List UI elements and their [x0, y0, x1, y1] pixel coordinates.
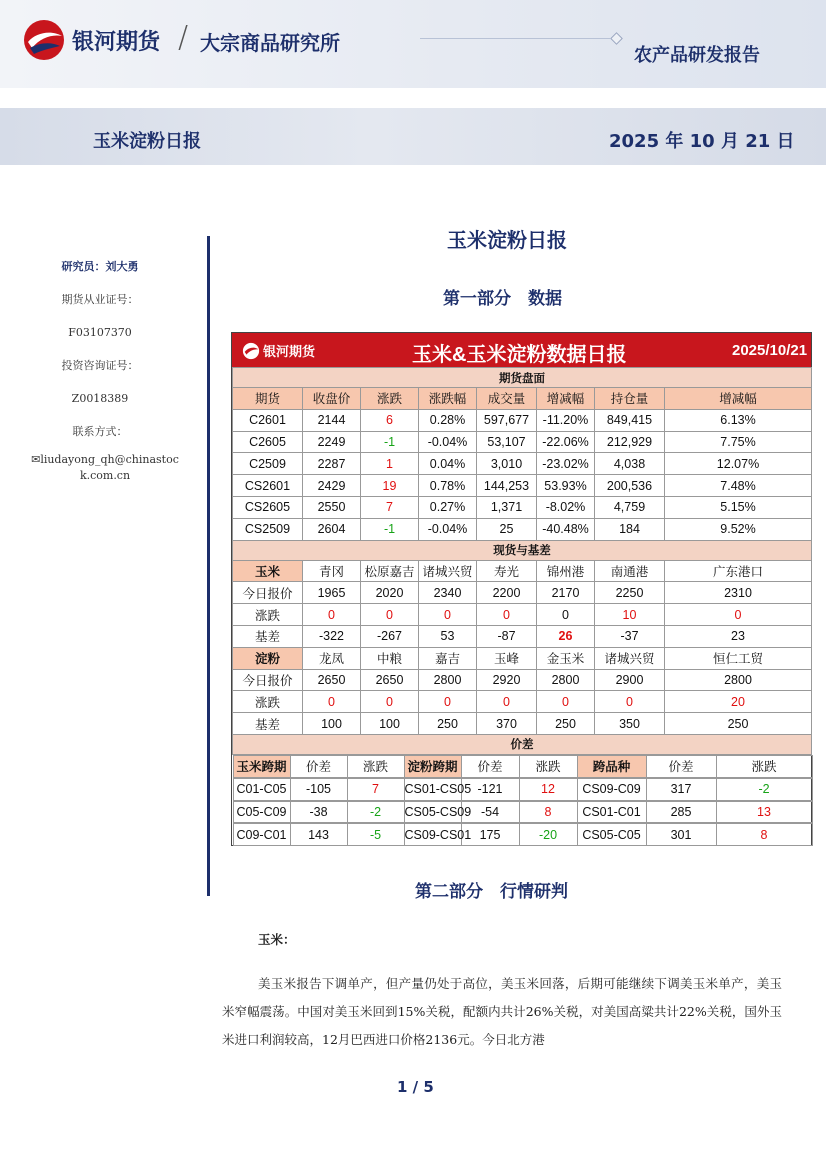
corn-label: 玉米: [233, 560, 303, 582]
banner-logo: [242, 341, 315, 360]
contract-name: CS2605: [233, 496, 303, 518]
contract-name: C2605: [233, 431, 303, 453]
header-rule: [420, 38, 610, 39]
table-cell: 2310: [665, 582, 812, 604]
column-header: 收盘价: [303, 388, 361, 410]
section-row: [233, 540, 812, 560]
contract-name: C2601: [233, 409, 303, 431]
table-cell: 53.93%: [537, 475, 595, 497]
table-cell: 12.07%: [665, 453, 812, 475]
header-divider: /: [178, 20, 189, 55]
company-name: 银河期货: [72, 30, 161, 55]
consult-number: Z0018389: [71, 392, 129, 405]
table-cell: -1: [361, 518, 419, 540]
table-cell: 0.78%: [419, 475, 477, 497]
table-cell: -121: [461, 778, 519, 800]
spread-pair: CS01-CS05: [404, 778, 461, 800]
table-cell: 0: [477, 604, 537, 626]
spread-column-header: 涨跌: [716, 755, 812, 777]
futures-section-header: 期货盘面: [233, 368, 812, 388]
spread-column-header: 价差: [461, 755, 519, 777]
table-cell: -38: [290, 801, 347, 823]
table-cell: 212,929: [595, 431, 665, 453]
table-cell: 19: [361, 475, 419, 497]
table-cell: 0: [419, 604, 477, 626]
table-cell: 370: [477, 713, 537, 735]
place-name: 恒仁工贸: [665, 647, 812, 669]
table-cell: 2920: [477, 669, 537, 691]
starch-place-row: [233, 647, 812, 669]
mail-icon: ✉: [31, 453, 41, 466]
spread-row: [233, 801, 812, 824]
table-cell: 301: [646, 824, 716, 846]
table-cell: -37: [595, 625, 665, 647]
table-cell: -54: [461, 801, 519, 823]
table-cell: 2650: [303, 669, 361, 691]
row-label: 涨跌: [233, 691, 303, 713]
table-cell: 250: [537, 713, 595, 735]
section-row: [233, 734, 812, 754]
spread-row-container: [233, 801, 812, 824]
contract-name: CS2601: [233, 475, 303, 497]
table-cell: 0: [537, 604, 595, 626]
table-cell: 100: [361, 713, 419, 735]
spread-inner-table: [233, 801, 813, 824]
table-cell: 2429: [303, 475, 361, 497]
table-cell: 2900: [595, 669, 665, 691]
column-header: 涨跌幅: [419, 388, 477, 410]
spread-pair: C09-C01: [233, 824, 290, 846]
table-cell: 1: [361, 453, 419, 475]
spread-pair: CS05-C05: [577, 824, 646, 846]
spread-column-header: 淀粉跨期: [404, 755, 461, 777]
table-cell: -1: [361, 431, 419, 453]
table-cell: 2800: [665, 669, 812, 691]
place-name: 锦州港: [537, 560, 595, 582]
table-cell: 0: [477, 691, 537, 713]
table-cell: -0.04%: [419, 518, 477, 540]
table-cell: 2800: [537, 669, 595, 691]
license-label: 期货从业证号：: [61, 293, 139, 306]
spread-row-container: [233, 778, 812, 801]
table-cell: 144,253: [477, 475, 537, 497]
analyst-sidebar: [0, 250, 200, 484]
row-label: 基差: [233, 625, 303, 647]
place-name: 嘉吉: [419, 647, 477, 669]
table-cell: -5: [347, 824, 404, 846]
column-header: 期货: [233, 388, 303, 410]
banner-date: 2025/10/21: [732, 342, 808, 359]
page-number: 1 / 5: [397, 1078, 434, 1096]
spread-header-row: [233, 754, 812, 777]
contract-name: C2509: [233, 453, 303, 475]
table-cell: 2340: [419, 582, 477, 604]
spread-column-header: 价差: [290, 755, 347, 777]
table-cell: -322: [303, 625, 361, 647]
place-name: 金玉米: [537, 647, 595, 669]
table-cell: 0.28%: [419, 409, 477, 431]
table-cell: 26: [537, 625, 595, 647]
table-cell: -23.02%: [537, 453, 595, 475]
place-name: 松原嘉吉: [361, 560, 419, 582]
table-cell: -11.20%: [537, 409, 595, 431]
table-cell: 184: [595, 518, 665, 540]
spread-inner-table: [233, 778, 813, 801]
futures-row: [233, 496, 812, 518]
table-cell: 2550: [303, 496, 361, 518]
starch-data-row: [233, 713, 812, 735]
table-cell: 175: [461, 824, 519, 846]
table-cell: 8: [519, 801, 577, 823]
table-cell: 7.48%: [665, 475, 812, 497]
spread-inner-table: [233, 755, 813, 778]
table-cell: 13: [716, 801, 812, 823]
starch-data-row: [233, 669, 812, 691]
table-cell: 53,107: [477, 431, 537, 453]
table-cell: 9.52%: [665, 518, 812, 540]
table-cell: 20: [665, 691, 812, 713]
section-row: [233, 368, 812, 388]
table-cell: 597,677: [477, 409, 537, 431]
table-cell: 250: [419, 713, 477, 735]
table-cell: 1,371: [477, 496, 537, 518]
table-cell: 317: [646, 778, 716, 800]
section-2-title: 第二部分 行情研判: [415, 882, 568, 902]
analysis-heading: 玉米：: [258, 932, 296, 947]
report-type: 农产品研发报告: [634, 45, 760, 66]
sidebar-divider: [207, 236, 210, 896]
place-name: 青冈: [303, 560, 361, 582]
column-header: 增减幅: [665, 388, 812, 410]
spread-pair: C01-C05: [233, 778, 290, 800]
place-name: 广东港口: [665, 560, 812, 582]
header-report-title: 玉米淀粉日报: [93, 131, 201, 152]
table-cell: 25: [477, 518, 537, 540]
table-cell: 2200: [477, 582, 537, 604]
header-report-date: 2025 年 10 月 21 日: [609, 131, 795, 152]
spread-column-header: 涨跌: [347, 755, 404, 777]
spread-column-header: 涨跌: [519, 755, 577, 777]
place-name: 龙凤: [303, 647, 361, 669]
spread-column-header: 价差: [646, 755, 716, 777]
table-cell: 2250: [595, 582, 665, 604]
row-label: 今日报价: [233, 582, 303, 604]
place-name: 南通港: [595, 560, 665, 582]
table-cell: 0: [361, 604, 419, 626]
row-label: 基差: [233, 713, 303, 735]
table-cell: 2020: [361, 582, 419, 604]
place-name: 诸城兴贸: [419, 560, 477, 582]
contact-label: 联系方式：: [72, 425, 128, 438]
consult-label: 投资咨询证号：: [61, 359, 139, 372]
spot-section-header: 现货与基差: [233, 540, 812, 560]
futures-row: [233, 518, 812, 540]
table-cell: -2: [716, 778, 812, 800]
corn-place-row: [233, 560, 812, 582]
table-cell: 2604: [303, 518, 361, 540]
table-cell: -40.48%: [537, 518, 595, 540]
table-cell: 0: [665, 604, 812, 626]
table-cell: -22.06%: [537, 431, 595, 453]
column-header: 持仓量: [595, 388, 665, 410]
license-number: F03107370: [68, 326, 132, 339]
analysis-paragraph: 美玉米报告下调单产，但产量仍处于高位，美玉米回落，后期可能继续下调美玉米单产，美玉米窄幅震荡。中国对美玉米回到15%关税，配额内共计26%关税，对美国高粱共计22%关税，国外玉米进口利润较高，12月巴西进口价格2136元。今日北方港: [222, 976, 782, 1047]
table-cell: 2287: [303, 453, 361, 475]
table-cell: 0: [361, 691, 419, 713]
table-cell: 1965: [303, 582, 361, 604]
table-cell: 7: [361, 496, 419, 518]
spread-inner-table: [233, 823, 813, 846]
contract-name: CS2509: [233, 518, 303, 540]
spread-section-header: 价差: [233, 734, 812, 754]
department-name: 大宗商品研究所: [200, 31, 340, 55]
spread-row: [233, 778, 812, 801]
table-cell: -8.02%: [537, 496, 595, 518]
researcher-name: 研究员：刘大勇: [61, 260, 139, 273]
email-text: liudayong_qh@chinastock.com.cn: [40, 453, 179, 482]
table-cell: -105: [290, 778, 347, 800]
table-cell: 2800: [419, 669, 477, 691]
column-header: 涨跌: [361, 388, 419, 410]
table-cell: 2170: [537, 582, 595, 604]
table-cell: 5.15%: [665, 496, 812, 518]
spread-row: [233, 823, 812, 846]
table-cell: 4,038: [595, 453, 665, 475]
place-name: 玉峰: [477, 647, 537, 669]
table-cell: 200,536: [595, 475, 665, 497]
table-cell: 0.27%: [419, 496, 477, 518]
table-cell: 0: [303, 604, 361, 626]
table-cell: 23: [665, 625, 812, 647]
spread-pair: CS01-C01: [577, 801, 646, 823]
table-cell: 10: [595, 604, 665, 626]
table-cell: 12: [519, 778, 577, 800]
spread-column-header: 玉米跨期: [233, 755, 290, 777]
main-title: 玉米淀粉日报: [447, 228, 567, 252]
table-cell: 8: [716, 824, 812, 846]
place-name: 中粮: [361, 647, 419, 669]
page-header: [0, 0, 826, 165]
table-cell: 6.13%: [665, 409, 812, 431]
table-cell: -0.04%: [419, 431, 477, 453]
banner-logo-icon: [242, 342, 260, 360]
table-cell: 285: [646, 801, 716, 823]
table-cell: 0: [595, 691, 665, 713]
table-cell: -87: [477, 625, 537, 647]
futures-row: [233, 409, 812, 431]
table-cell: 849,415: [595, 409, 665, 431]
table-cell: 6: [361, 409, 419, 431]
company-logo-icon: [22, 18, 66, 62]
corn-data-row: [233, 625, 812, 647]
corn-data-row: [233, 604, 812, 626]
table-cell: 3,010: [477, 453, 537, 475]
analysis-text: [222, 930, 782, 1054]
data-report-table: [231, 332, 812, 846]
starch-label: 淀粉: [233, 647, 303, 669]
column-header: 成交量: [477, 388, 537, 410]
table-cell: 350: [595, 713, 665, 735]
table-banner: [232, 333, 811, 367]
table-cell: 2650: [361, 669, 419, 691]
table-cell: 2144: [303, 409, 361, 431]
table-cell: 0: [303, 691, 361, 713]
place-name: 寿光: [477, 560, 537, 582]
futures-header-row: [233, 388, 812, 410]
starch-data-row: [233, 691, 812, 713]
futures-row: [233, 453, 812, 475]
table-cell: 4,759: [595, 496, 665, 518]
table-cell: 7.75%: [665, 431, 812, 453]
table-cell: 7: [347, 778, 404, 800]
row-label: 涨跌: [233, 604, 303, 626]
table-cell: -267: [361, 625, 419, 647]
banner-logo-text: 银河期货: [263, 344, 316, 359]
column-header: 增减幅: [537, 388, 595, 410]
table-cell: 143: [290, 824, 347, 846]
corn-data-row: [233, 582, 812, 604]
table-cell: 0.04%: [419, 453, 477, 475]
spread-pair: C05-C09: [233, 801, 290, 823]
spread-pair: CS09-C09: [577, 778, 646, 800]
spread-row-container: [233, 823, 812, 846]
futures-row: [233, 475, 812, 497]
futures-row: [233, 431, 812, 453]
contact-email[interactable]: [0, 448, 200, 484]
banner-title: 玉米&玉米淀粉数据日报: [412, 344, 627, 366]
table-cell: 100: [303, 713, 361, 735]
row-label: 今日报价: [233, 669, 303, 691]
spread-pair: CS09-CS01: [404, 824, 461, 846]
spread-pair: CS05-CS09: [404, 801, 461, 823]
table-cell: 53: [419, 625, 477, 647]
spread-column-header: 跨品种: [577, 755, 646, 777]
section-1-title: 第一部分 数据: [443, 289, 562, 309]
table-cell: -2: [347, 801, 404, 823]
data-grid: [232, 367, 812, 846]
place-name: 诸城兴贸: [595, 647, 665, 669]
table-cell: 2249: [303, 431, 361, 453]
table-cell: 250: [665, 713, 812, 735]
spread-row-container: [233, 754, 812, 777]
table-cell: 0: [537, 691, 595, 713]
table-cell: 0: [419, 691, 477, 713]
table-cell: -20: [519, 824, 577, 846]
